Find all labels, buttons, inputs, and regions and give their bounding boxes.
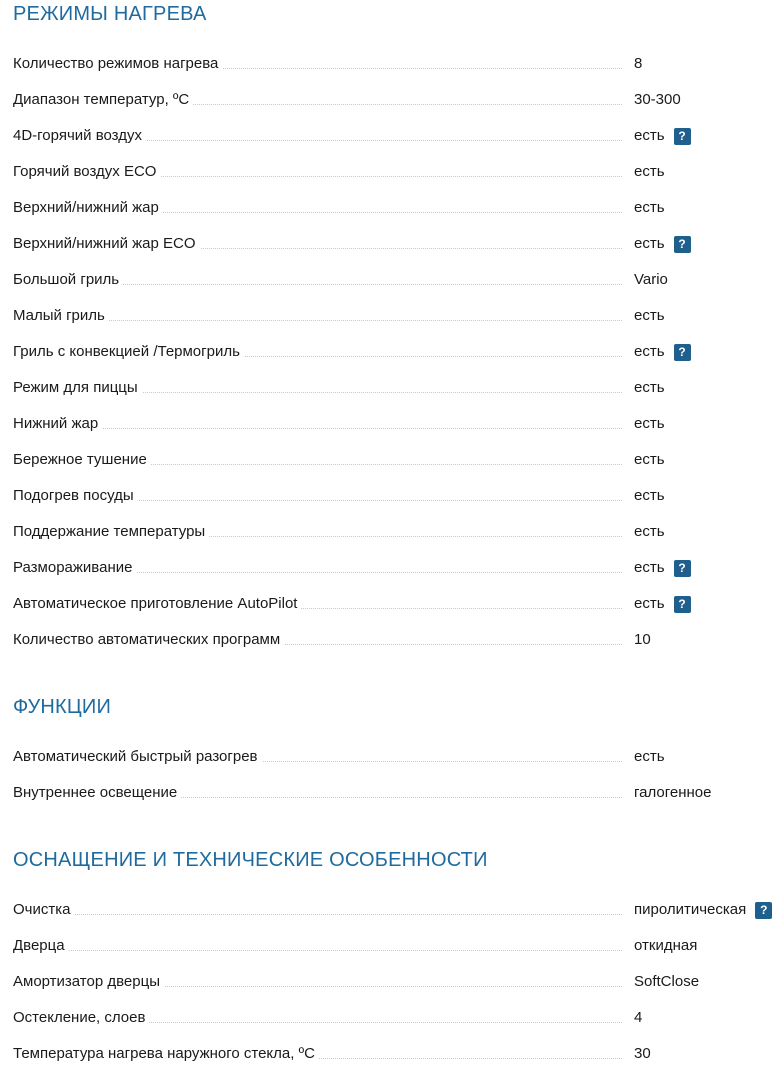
spec-label: Диапазон температур, ºC <box>13 88 193 112</box>
spec-value: SoftClose <box>634 973 700 990</box>
spec-value: Vario <box>634 271 668 288</box>
spec-label: Автоматический быстрый разогрев <box>13 745 262 769</box>
spec-value: есть <box>634 163 665 180</box>
spec-value-container <box>634 160 665 184</box>
spec-row <box>0 745 783 781</box>
spec-value-container <box>634 1006 642 1030</box>
spec-value-container <box>634 448 665 472</box>
spec-row <box>0 160 783 196</box>
spec-value-container <box>634 484 665 508</box>
spec-row <box>0 970 783 1006</box>
help-icon[interactable]: ? <box>674 560 691 577</box>
spec-label: Режим для пиццы <box>13 376 142 400</box>
spec-value: 4 <box>634 1009 643 1026</box>
spec-value-container <box>634 898 772 922</box>
spec-value: есть <box>634 487 665 504</box>
spec-value: есть <box>634 595 665 612</box>
spec-label: Размораживание <box>13 556 136 580</box>
dotted-leader <box>13 428 622 429</box>
spec-value-container <box>634 376 665 400</box>
spec-row <box>0 52 783 88</box>
spec-label: Горячий воздух ECO <box>13 160 160 184</box>
spec-value-container <box>634 745 665 769</box>
spec-row <box>0 628 783 664</box>
help-icon[interactable]: ? <box>674 344 691 361</box>
spec-row <box>0 781 783 817</box>
spec-value: есть <box>634 235 665 252</box>
spec-row <box>0 88 783 124</box>
spec-label: Остекление, слоев <box>13 1006 149 1030</box>
spec-value-container <box>634 970 699 994</box>
spec-value-container <box>634 232 691 256</box>
spec-value: есть <box>634 307 665 324</box>
spec-row <box>0 268 783 304</box>
spec-label: Амортизатор дверцы <box>13 970 164 994</box>
spec-value: есть <box>634 748 665 765</box>
spec-row <box>0 232 783 268</box>
spec-value: 10 <box>634 631 651 648</box>
spec-value: есть <box>634 559 665 576</box>
spec-value-container <box>634 934 697 958</box>
spec-value: есть <box>634 199 665 216</box>
spec-label: Подогрев посуды <box>13 484 138 508</box>
spec-value: есть <box>634 379 665 396</box>
help-icon[interactable]: ? <box>674 236 691 253</box>
spec-value: пиролитическая <box>634 901 747 918</box>
spec-value: есть <box>634 523 665 540</box>
spec-value-container <box>634 52 642 76</box>
dotted-leader <box>13 914 622 915</box>
section-title: РЕЖИМЫ НАГРЕВА <box>13 3 207 25</box>
spec-row <box>0 376 783 412</box>
spec-value: 8 <box>634 55 643 72</box>
spec-value-container <box>634 628 651 652</box>
spec-label: Количество режимов нагрева <box>13 52 222 76</box>
spec-row <box>0 1006 783 1042</box>
spec-value-container <box>634 556 691 580</box>
spec-value: есть <box>634 415 665 432</box>
spec-label: Малый гриль <box>13 304 109 328</box>
spec-row <box>0 304 783 340</box>
help-icon[interactable]: ? <box>674 596 691 613</box>
spec-label: Поддержание температуры <box>13 520 209 544</box>
dotted-leader <box>13 950 622 951</box>
section-title: ОСНАЩЕНИЕ И ТЕХНИЧЕСКИЕ ОСОБЕННОСТИ <box>13 849 488 871</box>
spec-value-container <box>634 268 668 292</box>
spec-value-container <box>634 88 681 112</box>
spec-row <box>0 592 783 628</box>
spec-value-container <box>634 412 665 436</box>
spec-value-container <box>634 520 665 544</box>
spec-value: галогенное <box>634 784 712 801</box>
spec-value: откидная <box>634 937 698 954</box>
spec-value: есть <box>634 343 665 360</box>
help-icon[interactable]: ? <box>755 902 772 919</box>
spec-row <box>0 934 783 970</box>
section-title: ФУНКЦИИ <box>13 696 112 718</box>
spec-value-container <box>634 1042 651 1066</box>
spec-row <box>0 520 783 556</box>
spec-row <box>0 898 783 934</box>
spec-value: есть <box>634 451 665 468</box>
spec-label: Внутреннее освещение <box>13 781 181 805</box>
help-icon[interactable]: ? <box>674 128 691 145</box>
spec-label: Количество автоматических программ <box>13 628 284 652</box>
spec-label: Температура нагрева наружного стекла, ºC <box>13 1042 319 1066</box>
spec-row <box>0 1042 783 1078</box>
spec-row <box>0 448 783 484</box>
spec-label: Большой гриль <box>13 268 123 292</box>
spec-value-container <box>634 781 711 805</box>
spec-value-container <box>634 124 691 148</box>
spec-label: Гриль с конвекцией /Термогриль <box>13 340 244 364</box>
spec-row <box>0 196 783 232</box>
spec-value-container <box>634 196 665 220</box>
spec-value-container <box>634 304 665 328</box>
spec-label: Очистка <box>13 898 74 922</box>
spec-value-container <box>634 340 691 364</box>
spec-label: Автоматическое приготовление AutoPilot <box>13 592 301 616</box>
spec-value-container <box>634 592 691 616</box>
spec-row <box>0 124 783 160</box>
spec-value: 30 <box>634 1045 651 1062</box>
spec-label: Верхний/нижний жар ECO <box>13 232 200 256</box>
spec-value: есть <box>634 127 665 144</box>
spec-label: 4D-горячий воздух <box>13 124 146 148</box>
spec-label: Верхний/нижний жар <box>13 196 163 220</box>
spec-row <box>0 484 783 520</box>
spec-row <box>0 340 783 376</box>
spec-row <box>0 412 783 448</box>
spec-label: Нижний жар <box>13 412 102 436</box>
spec-label: Дверца <box>13 934 69 958</box>
spec-row <box>0 556 783 592</box>
spec-label: Бережное тушение <box>13 448 151 472</box>
spec-value: 30-300 <box>634 91 681 108</box>
